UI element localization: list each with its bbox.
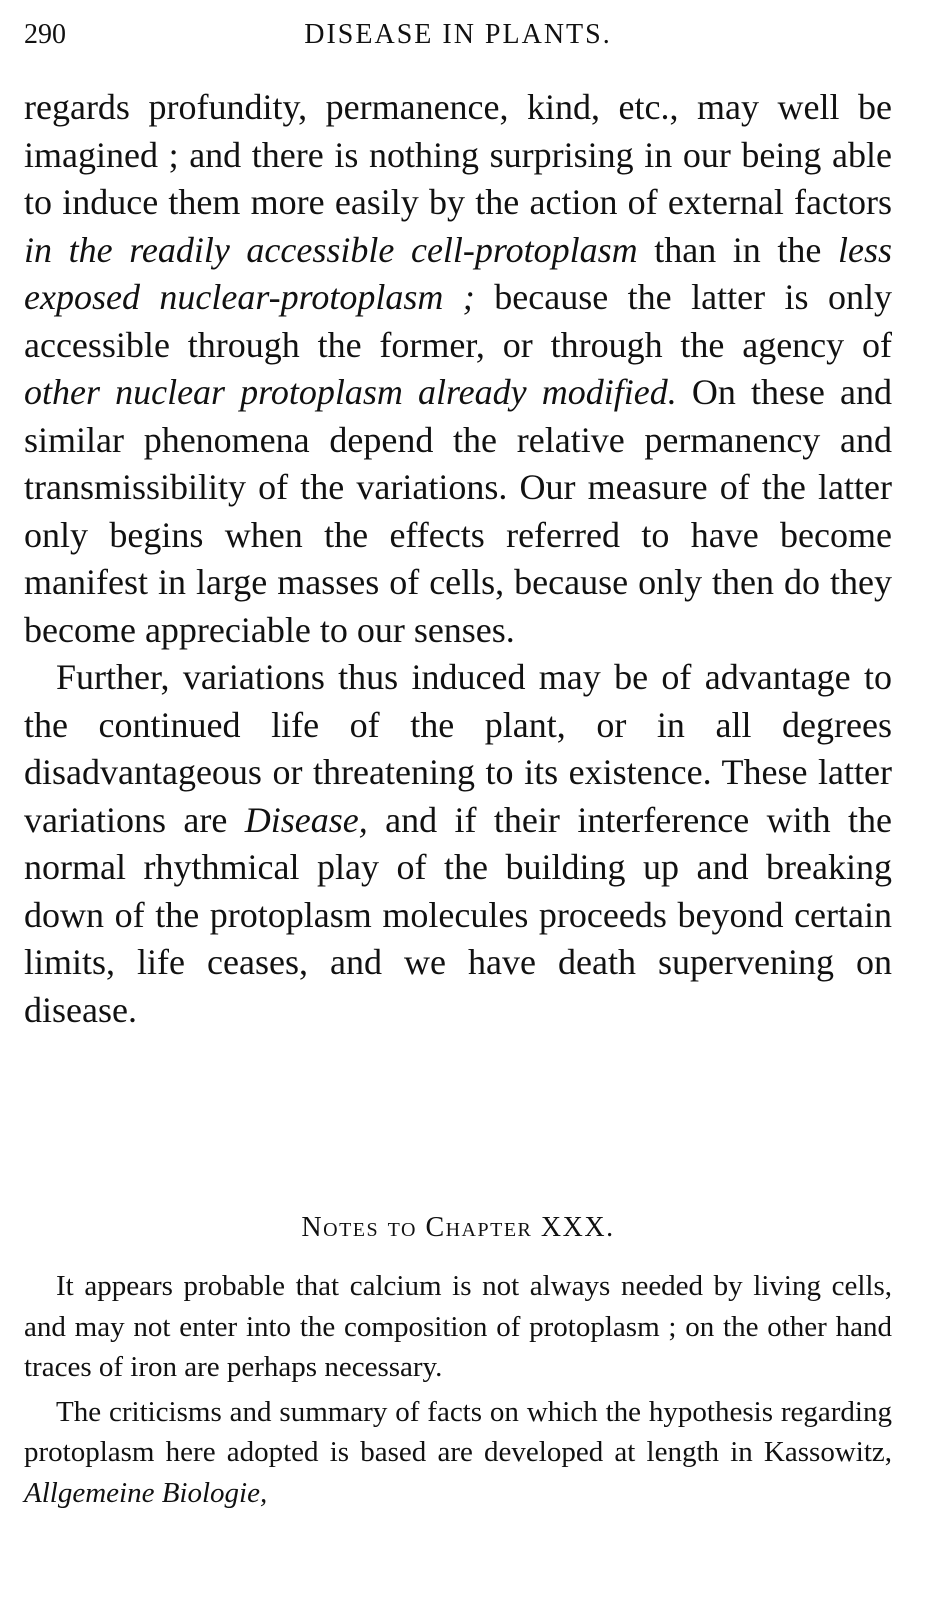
running-title: DISEASE IN PLANTS. (304, 19, 612, 50)
paragraph-continued (24, 84, 892, 654)
italic-run: other nuclear protoplasm already modified. (24, 372, 677, 412)
page-number: 290 (24, 19, 66, 50)
running-head (24, 12, 892, 58)
text-run: The criticisms and summary of facts on which the hypothesis regarding protoplasm here adopted is based are developed at length in Kassowitz, (24, 1395, 892, 1468)
text-run: Further, variations thus induced may be of advantage to the continued life of the plant, or in all degrees disadvantageous or threatening to its existence. These latter variations are (24, 657, 892, 840)
paragraph (24, 654, 892, 1034)
note-paragraph (24, 1392, 892, 1514)
italic-run: Allgemeine Biologie, (24, 1476, 268, 1509)
note-paragraph: It appears probable that calcium is not always needed by living cells, and may not enter into the composition of protoplasm ; on the other hand traces of iron are perhaps necessary. (24, 1270, 892, 1383)
italic-run: Disease, (244, 799, 368, 840)
text-run: than in the (637, 229, 838, 270)
italic-run: less exposed nuclear-protoplasm ; (24, 229, 892, 317)
text-run: and if their interference with the normal rhythmical play of the building up and breaking down of the protoplasm molecules proceeds beyond certain limits, life ceases, and we have death supervening on disease. (24, 799, 892, 1030)
notes-heading: Notes to Chapter XXX. (301, 1212, 615, 1243)
italic-run: in the readily accessible cell-protoplasm (24, 229, 638, 270)
text-run: regards profundity, permanence, kind, etc., may well be imagined ; and there is nothing surprising in our being able to induce them more easily by the action of external factors (24, 87, 892, 222)
text-run: On these and similar phenomena depend the relative permanency and transmissibility of the variations. Our measure of the latter only begins when the effects referred to have become manifest in large masses of cells, because only then do they become appreciable to our senses. (24, 372, 892, 650)
main-text (24, 84, 892, 1034)
text-run: because the latter is only accessible through the former, or through the agency of (24, 277, 892, 365)
notes-text (24, 1266, 892, 1517)
